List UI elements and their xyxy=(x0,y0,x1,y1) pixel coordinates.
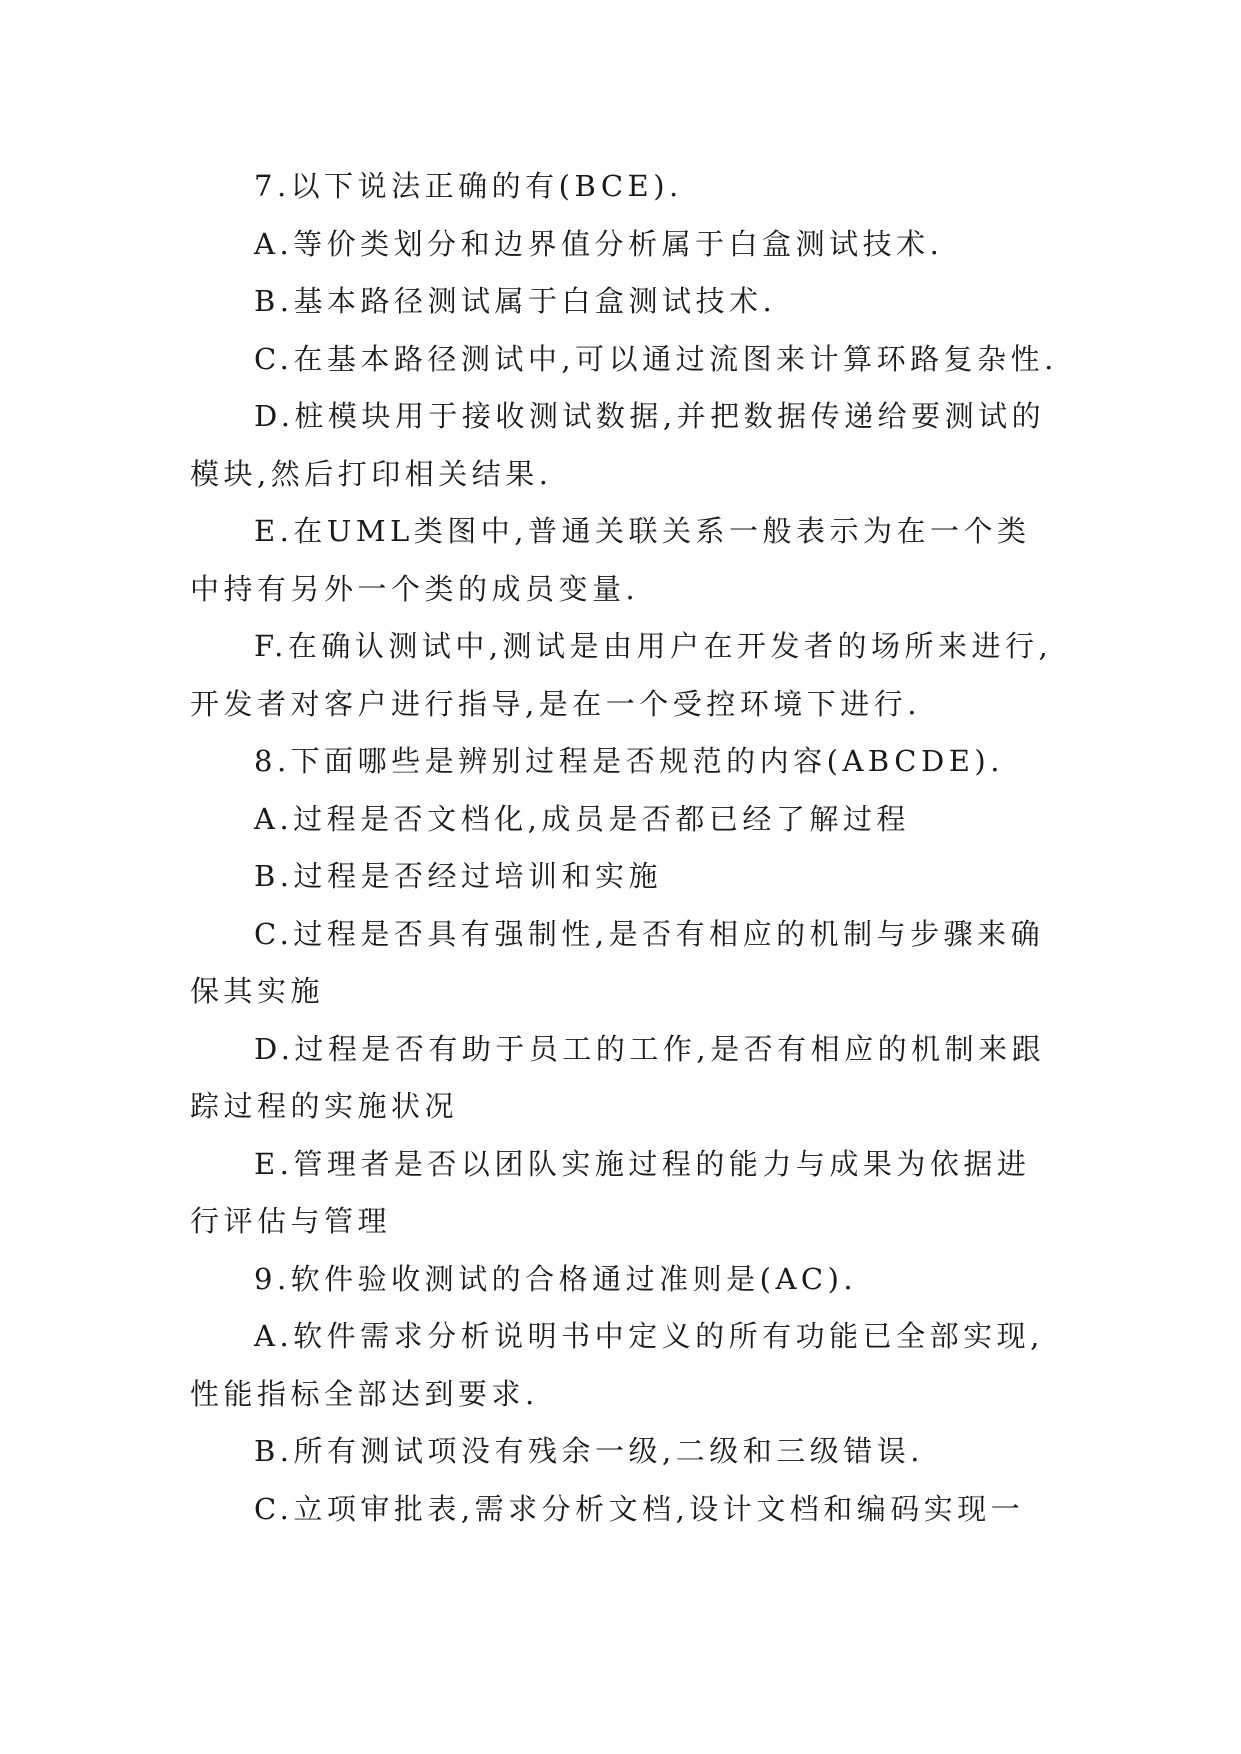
question-8-option-e: E.管理者是否以团队实施过程的能力与成果为依据进行评估与管理 xyxy=(190,1146,1031,1238)
question-7-stem: 7.以下说法正确的有(BCE). xyxy=(254,169,683,203)
question-9-option-c: C.立项审批表,需求分析文档,设计文档和编码实现一 xyxy=(254,1491,1025,1526)
question-8-option-b: B.过程是否经过培训和实施 xyxy=(254,859,663,893)
question-7-option-d: D.桩模块用于接收测试数据,并把数据传递给要测试的模块,然后打印相关结果. xyxy=(190,399,1046,491)
question-7-option-b: B.基本路径测试属于白盒测试技术. xyxy=(254,284,777,318)
question-8-option-d: D.过程是否有助于员工的工作,是否有相应的机制来跟踪过程的实施状况 xyxy=(190,1031,1046,1123)
question-8-option-a: A.过程是否文档化,成员是否都已经了解过程 xyxy=(254,801,910,836)
question-9-option-b: B.所有测试项没有残余一级,二级和三级错误. xyxy=(254,1434,924,1468)
question-7-option-c: C.在基本路径测试中,可以通过流图来计算环路复杂性. xyxy=(254,341,1058,376)
question-7-option-e: E.在UML类图中,普通关联关系一般表示为在一个类中持有另外一个类的成员变量. xyxy=(190,514,1031,606)
question-7-option-a: A.等价类划分和边界值分析属于白盒测试技术. xyxy=(254,226,944,261)
question-9-stem: 9.软件验收测试的合格通过准则是(AC). xyxy=(254,1261,858,1296)
question-9-option-a: A.软件需求分析说明书中定义的所有功能已全部实现,性能指标全部达到要求. xyxy=(190,1319,1044,1411)
question-8-option-c: C.过程是否具有强制性,是否有相应的机制与步骤来确保其实施 xyxy=(190,916,1045,1008)
question-8-stem: 8.下面哪些是辨别过程是否规范的内容(ABCDE). xyxy=(254,744,1004,778)
document-body xyxy=(190,158,1060,1538)
question-7-option-f: F.在确认测试中,测试是由用户在开发者的场所来进行,开发者对客户进行指导,是在一个受控环境下进行. xyxy=(190,629,1053,721)
